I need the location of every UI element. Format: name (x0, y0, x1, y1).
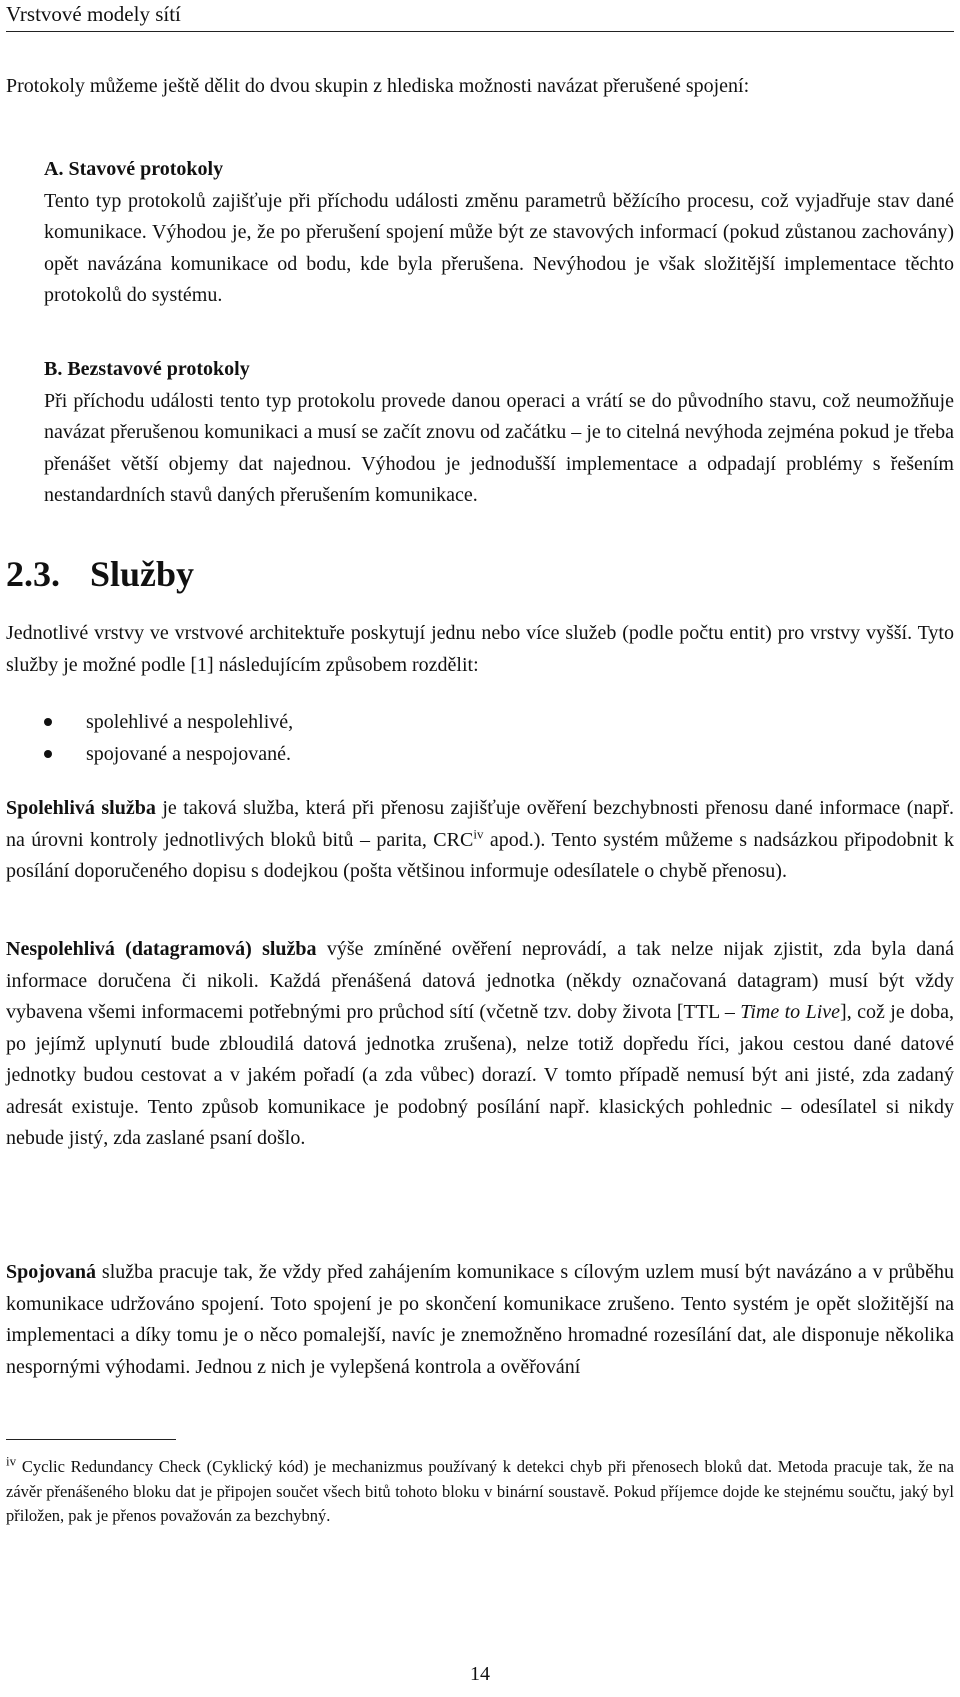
section-a-title: A. Stavové protokoly (44, 158, 224, 180)
unreliable-italic: Time to Live (740, 1001, 841, 1023)
section-heading-number: 2.3. (6, 554, 60, 594)
section-b-body: Při příchodu události tento typ protokolu provede danou operaci a vrátí se do původního stavu, což neumožňuje navázat přerušenou komunikaci a musí se začít znovu od začátku – je to citelná nevýhoda zejména pokud je třeba přenášet větší objemy dat najednou. Výhodou je jednodušší implementace a odpadají problémy s řešením nestandardních stavů daných přerušením komunikace. (44, 389, 954, 506)
reliable-paragraph (6, 793, 954, 888)
list-item (6, 706, 954, 738)
section-heading-title: Služby (90, 554, 195, 594)
unreliable-text-2: ], což je doba, po jejímž uplynutí bude zbloudilá datová jednotka zrušena), nelze totiž dopředu říci, jakou cestou dané datové jednotky budou cestovat a v jakém pořadí (a zda vůbec) dorazí. V tomto případě nemusí být ani jisté, zda zadaný adresát existuje. Tento způsob komunikace je podobný posílání např. klasických pohlednic – odesílatel si nikdy nebude jistý, zda zaslané psaní došlo. (6, 1001, 955, 1149)
bullet-icon (44, 750, 52, 758)
section-a (6, 154, 954, 312)
reliable-text-2: apod.). Tento systém můžeme s nadsázkou připodobnit k posílání doporučeného dopisu s dodejkou (pošta většinou informuje odesílatele o chybě přenosu). (6, 828, 954, 882)
connected-text: služba pracuje tak, že vždy před zahájením komunikace s cílovým uzlem musí být navázáno a v průběhu komunikace udržováno spojení. Toto spojení je po skončení komunikace zrušeno. Tento systém je opět složitější na implementaci a díky tomu je o něco pomalejší, navíc je znemožněno hromadné rozesílání dat, ale disponuje několika nespornými výhodami. Jednou z nich je vylepšená kontrola a ověřování (6, 1261, 954, 1378)
services-intro: Jednotlivé vrstvy ve vrstvové architektuře poskytují jednu nebo více služeb (podle počtu entit) pro vrstvy vyšší. Tyto služby je možné podle [1] následujícím způsobem rozdělit: (6, 622, 954, 676)
services-list (6, 706, 954, 770)
list-item-text: spolehlivé a nespolehlivé, (86, 710, 294, 733)
list-item-text: spojované a nespojované. (86, 742, 291, 765)
connected-term: Spojovaná (6, 1261, 97, 1283)
intro-paragraph: Protokoly můžeme ještě dělit do dvou skupin z hlediska možnosti navázat přerušené spojení: (6, 75, 750, 97)
footnote (6, 1455, 954, 1529)
unreliable-term: Nespolehlivá (datagramová) služba (6, 938, 317, 960)
unreliable-paragraph (6, 934, 954, 1155)
footnote-text: Cyclic Redundancy Check (Cyklický kód) je mechanizmus používaný k detekci chyb při přenosech bloků dat. Metoda pracuje tak, že na závěr přenášeného bloku dat je připojen součet všech bitů tohoto bloku v binární soustavě. Pokud příjemce dojde ke stejnému součtu, jaký byl přiložen, pak je přenos považován za bezchybný. (6, 1457, 954, 1525)
unreliable-text-1: výše zmíněné ověření neprovádí, a tak nelze nijak zjistit, zda byla daná informace doručena či nikoli. Každá přenášená datová jednotka (někdy označovaná datagram) musí být vždy vybavena všemi informacemi potřebnými pro průchod sítí (včetně tzv. doby života [TTL – (6, 938, 955, 1023)
section-a-body: Tento typ protokolů zajišťuje při příchodu události změnu parametrů běžícího procesu, což vyjadřuje stav dané komunikace. Výhodou je, že po přerušení spojení může být ze stavových informací (pokud zůstanou zachovány) opět navázána komunikace od bodu, kde byla přerušena. Nevýhodou je však složitější implementace těchto protokolů do systému. (44, 189, 954, 306)
reliable-text-1: je taková služba, která při přenosu zajišťuje ověření bezchybnosti přenosu dané informace (např. na úrovni kontroly jednotlivých bloků bitů – parita, CRC (6, 797, 954, 851)
page-number: 14 (470, 1663, 490, 1685)
footnote-divider (6, 1439, 176, 1440)
section-b-title: B. Bezstavové protokoly (44, 358, 250, 380)
footnote-ref: iv (473, 825, 484, 841)
reliable-term: Spolehlivá služba (6, 797, 156, 819)
connected-paragraph (6, 1257, 954, 1383)
list-item (6, 738, 954, 770)
header-title: Vrstvové modely sítí (6, 2, 181, 26)
section-heading (6, 553, 194, 595)
bullet-icon (44, 718, 52, 726)
footnote-marker: iv (6, 1453, 17, 1469)
section-b (6, 354, 954, 512)
running-header (6, 2, 954, 32)
